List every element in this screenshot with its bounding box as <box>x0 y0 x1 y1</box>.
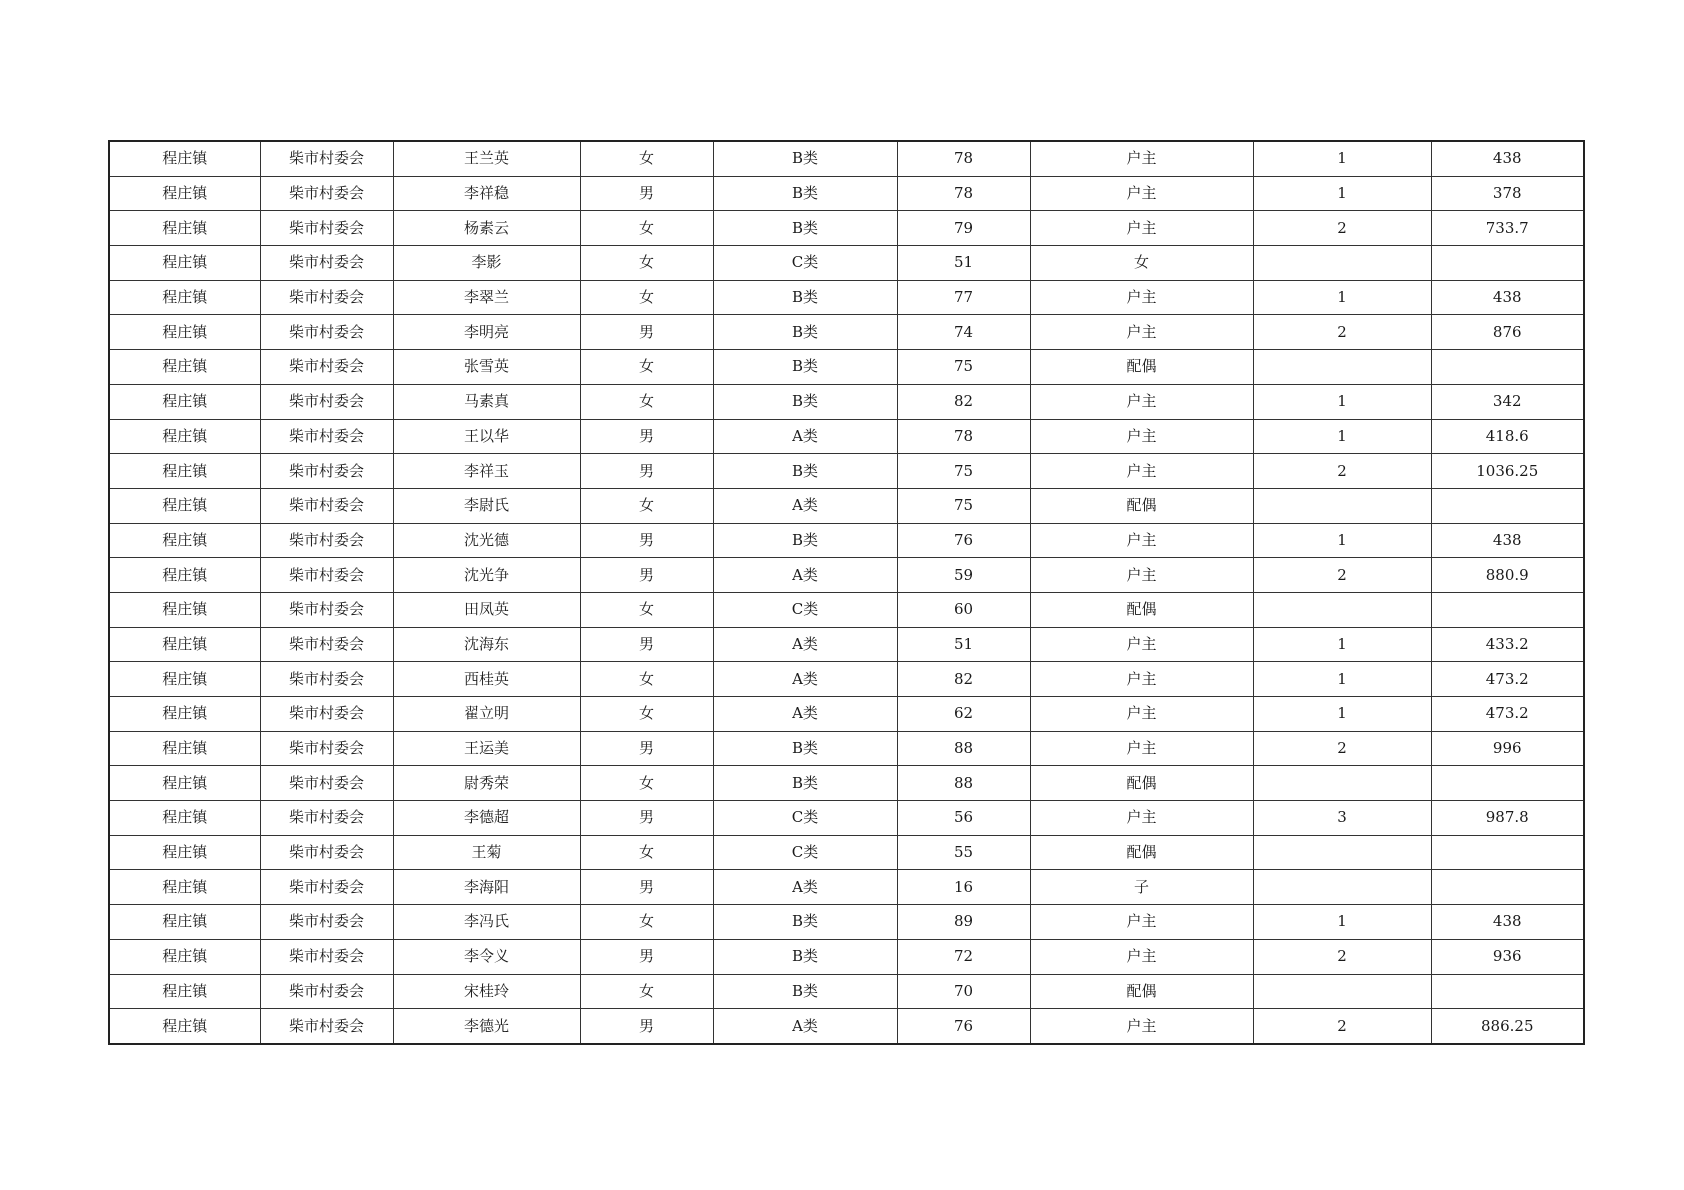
name-cell: 王运美 <box>393 731 580 766</box>
age-cell: 76 <box>897 1009 1030 1044</box>
amount-cell <box>1431 835 1584 870</box>
age-cell: 77 <box>897 280 1030 315</box>
name-cell: 李德光 <box>393 1009 580 1044</box>
town-cell: 程庄镇 <box>109 141 260 176</box>
household-size-cell <box>1253 835 1431 870</box>
town-cell: 程庄镇 <box>109 419 260 454</box>
amount-cell: 886.25 <box>1431 1009 1584 1044</box>
category-cell: B类 <box>713 939 897 974</box>
household-size-cell: 1 <box>1253 176 1431 211</box>
village-cell: 柴市村委会 <box>260 280 393 315</box>
name-cell: 张雪英 <box>393 350 580 385</box>
gender-cell: 男 <box>580 419 713 454</box>
gender-cell: 女 <box>580 974 713 1009</box>
relation-cell: 子 <box>1030 870 1253 905</box>
category-cell: B类 <box>713 211 897 246</box>
town-cell: 程庄镇 <box>109 315 260 350</box>
town-cell: 程庄镇 <box>109 558 260 593</box>
table-row <box>109 523 1584 558</box>
data-table <box>108 140 1585 1045</box>
gender-cell: 女 <box>580 697 713 732</box>
gender-cell: 男 <box>580 870 713 905</box>
age-cell: 82 <box>897 662 1030 697</box>
category-cell: A类 <box>713 419 897 454</box>
amount-cell: 987.8 <box>1431 801 1584 836</box>
village-cell: 柴市村委会 <box>260 905 393 940</box>
amount-cell: 438 <box>1431 523 1584 558</box>
town-cell: 程庄镇 <box>109 246 260 281</box>
category-cell: B类 <box>713 454 897 489</box>
relation-cell: 户主 <box>1030 419 1253 454</box>
village-cell: 柴市村委会 <box>260 801 393 836</box>
age-cell: 16 <box>897 870 1030 905</box>
gender-cell: 女 <box>580 280 713 315</box>
gender-cell: 女 <box>580 905 713 940</box>
household-size-cell: 1 <box>1253 627 1431 662</box>
relation-cell: 户主 <box>1030 662 1253 697</box>
table-row <box>109 731 1584 766</box>
relation-cell: 户主 <box>1030 939 1253 974</box>
gender-cell: 男 <box>580 627 713 662</box>
town-cell: 程庄镇 <box>109 939 260 974</box>
amount-cell: 433.2 <box>1431 627 1584 662</box>
table-row <box>109 627 1584 662</box>
amount-cell <box>1431 870 1584 905</box>
relation-cell: 户主 <box>1030 801 1253 836</box>
household-size-cell: 1 <box>1253 662 1431 697</box>
document-page <box>108 140 1583 1045</box>
amount-cell: 438 <box>1431 141 1584 176</box>
gender-cell: 女 <box>580 662 713 697</box>
name-cell: 李令义 <box>393 939 580 974</box>
village-cell: 柴市村委会 <box>260 141 393 176</box>
household-size-cell: 2 <box>1253 315 1431 350</box>
age-cell: 55 <box>897 835 1030 870</box>
village-cell: 柴市村委会 <box>260 974 393 1009</box>
table-row <box>109 315 1584 350</box>
name-cell: 王兰英 <box>393 141 580 176</box>
name-cell: 田凤英 <box>393 592 580 627</box>
age-cell: 60 <box>897 592 1030 627</box>
village-cell: 柴市村委会 <box>260 1009 393 1044</box>
age-cell: 78 <box>897 176 1030 211</box>
amount-cell: 438 <box>1431 280 1584 315</box>
amount-cell: 438 <box>1431 905 1584 940</box>
table-row <box>109 419 1584 454</box>
relation-cell: 配偶 <box>1030 835 1253 870</box>
relation-cell: 配偶 <box>1030 488 1253 523</box>
age-cell: 72 <box>897 939 1030 974</box>
table-row <box>109 384 1584 419</box>
village-cell: 柴市村委会 <box>260 350 393 385</box>
category-cell: C类 <box>713 246 897 281</box>
category-cell: B类 <box>713 766 897 801</box>
name-cell: 李祥玉 <box>393 454 580 489</box>
town-cell: 程庄镇 <box>109 627 260 662</box>
town-cell: 程庄镇 <box>109 488 260 523</box>
relation-cell: 户主 <box>1030 731 1253 766</box>
household-size-cell <box>1253 592 1431 627</box>
household-size-cell: 2 <box>1253 939 1431 974</box>
amount-cell: 1036.25 <box>1431 454 1584 489</box>
category-cell: B类 <box>713 384 897 419</box>
household-size-cell: 1 <box>1253 419 1431 454</box>
amount-cell <box>1431 974 1584 1009</box>
amount-cell <box>1431 246 1584 281</box>
town-cell: 程庄镇 <box>109 1009 260 1044</box>
village-cell: 柴市村委会 <box>260 488 393 523</box>
gender-cell: 女 <box>580 488 713 523</box>
name-cell: 翟立明 <box>393 697 580 732</box>
town-cell: 程庄镇 <box>109 350 260 385</box>
amount-cell: 418.6 <box>1431 419 1584 454</box>
household-size-cell: 1 <box>1253 697 1431 732</box>
name-cell: 宋桂玲 <box>393 974 580 1009</box>
age-cell: 51 <box>897 246 1030 281</box>
amount-cell <box>1431 592 1584 627</box>
town-cell: 程庄镇 <box>109 870 260 905</box>
gender-cell: 男 <box>580 1009 713 1044</box>
age-cell: 76 <box>897 523 1030 558</box>
gender-cell: 女 <box>580 766 713 801</box>
relation-cell: 户主 <box>1030 697 1253 732</box>
gender-cell: 男 <box>580 558 713 593</box>
household-size-cell <box>1253 766 1431 801</box>
village-cell: 柴市村委会 <box>260 384 393 419</box>
category-cell: B类 <box>713 523 897 558</box>
village-cell: 柴市村委会 <box>260 766 393 801</box>
village-cell: 柴市村委会 <box>260 523 393 558</box>
household-size-cell: 2 <box>1253 558 1431 593</box>
town-cell: 程庄镇 <box>109 280 260 315</box>
town-cell: 程庄镇 <box>109 592 260 627</box>
household-size-cell <box>1253 870 1431 905</box>
gender-cell: 女 <box>580 211 713 246</box>
relation-cell: 户主 <box>1030 523 1253 558</box>
category-cell: A类 <box>713 488 897 523</box>
category-cell: B类 <box>713 974 897 1009</box>
relation-cell: 户主 <box>1030 905 1253 940</box>
age-cell: 56 <box>897 801 1030 836</box>
household-size-cell: 2 <box>1253 731 1431 766</box>
town-cell: 程庄镇 <box>109 801 260 836</box>
town-cell: 程庄镇 <box>109 697 260 732</box>
household-size-cell: 1 <box>1253 384 1431 419</box>
table-row <box>109 662 1584 697</box>
relation-cell: 配偶 <box>1030 766 1253 801</box>
village-cell: 柴市村委会 <box>260 627 393 662</box>
relation-cell: 户主 <box>1030 558 1253 593</box>
gender-cell: 男 <box>580 176 713 211</box>
village-cell: 柴市村委会 <box>260 315 393 350</box>
table-row <box>109 350 1584 385</box>
name-cell: 王以华 <box>393 419 580 454</box>
household-size-cell: 2 <box>1253 1009 1431 1044</box>
town-cell: 程庄镇 <box>109 211 260 246</box>
gender-cell: 男 <box>580 523 713 558</box>
household-size-cell <box>1253 488 1431 523</box>
name-cell: 李海阳 <box>393 870 580 905</box>
relation-cell: 配偶 <box>1030 974 1253 1009</box>
category-cell: A类 <box>713 870 897 905</box>
amount-cell: 342 <box>1431 384 1584 419</box>
table-row <box>109 1009 1584 1044</box>
age-cell: 89 <box>897 905 1030 940</box>
relation-cell: 户主 <box>1030 315 1253 350</box>
category-cell: C类 <box>713 592 897 627</box>
age-cell: 74 <box>897 315 1030 350</box>
household-size-cell: 1 <box>1253 141 1431 176</box>
name-cell: 李冯氏 <box>393 905 580 940</box>
town-cell: 程庄镇 <box>109 384 260 419</box>
town-cell: 程庄镇 <box>109 176 260 211</box>
town-cell: 程庄镇 <box>109 766 260 801</box>
category-cell: B类 <box>713 280 897 315</box>
gender-cell: 女 <box>580 350 713 385</box>
name-cell: 李尉氏 <box>393 488 580 523</box>
town-cell: 程庄镇 <box>109 835 260 870</box>
household-size-cell: 2 <box>1253 211 1431 246</box>
table-row <box>109 558 1584 593</box>
amount-cell: 473.2 <box>1431 662 1584 697</box>
age-cell: 88 <box>897 731 1030 766</box>
table-row <box>109 835 1584 870</box>
category-cell: B类 <box>713 905 897 940</box>
name-cell: 沈光德 <box>393 523 580 558</box>
category-cell: B类 <box>713 350 897 385</box>
name-cell: 杨素云 <box>393 211 580 246</box>
table-row <box>109 141 1584 176</box>
table-row <box>109 974 1584 1009</box>
age-cell: 75 <box>897 488 1030 523</box>
table-row <box>109 488 1584 523</box>
table-row <box>109 592 1584 627</box>
relation-cell: 户主 <box>1030 384 1253 419</box>
town-cell: 程庄镇 <box>109 662 260 697</box>
name-cell: 李祥稳 <box>393 176 580 211</box>
household-size-cell <box>1253 974 1431 1009</box>
village-cell: 柴市村委会 <box>260 558 393 593</box>
gender-cell: 女 <box>580 592 713 627</box>
category-cell: A类 <box>713 1009 897 1044</box>
amount-cell: 996 <box>1431 731 1584 766</box>
gender-cell: 男 <box>580 801 713 836</box>
name-cell: 沈光争 <box>393 558 580 593</box>
gender-cell: 女 <box>580 384 713 419</box>
category-cell: B类 <box>713 731 897 766</box>
age-cell: 59 <box>897 558 1030 593</box>
village-cell: 柴市村委会 <box>260 731 393 766</box>
relation-cell: 女 <box>1030 246 1253 281</box>
category-cell: A类 <box>713 627 897 662</box>
town-cell: 程庄镇 <box>109 731 260 766</box>
village-cell: 柴市村委会 <box>260 246 393 281</box>
amount-cell: 473.2 <box>1431 697 1584 732</box>
amount-cell: 733.7 <box>1431 211 1584 246</box>
village-cell: 柴市村委会 <box>260 870 393 905</box>
town-cell: 程庄镇 <box>109 974 260 1009</box>
name-cell: 王菊 <box>393 835 580 870</box>
village-cell: 柴市村委会 <box>260 662 393 697</box>
table-row <box>109 870 1584 905</box>
town-cell: 程庄镇 <box>109 905 260 940</box>
relation-cell: 户主 <box>1030 1009 1253 1044</box>
table-row <box>109 905 1584 940</box>
table-row <box>109 176 1584 211</box>
relation-cell: 户主 <box>1030 211 1253 246</box>
table-row <box>109 280 1584 315</box>
age-cell: 62 <box>897 697 1030 732</box>
relation-cell: 配偶 <box>1030 350 1253 385</box>
category-cell: A类 <box>713 697 897 732</box>
village-cell: 柴市村委会 <box>260 939 393 974</box>
table-row <box>109 246 1584 281</box>
relation-cell: 户主 <box>1030 280 1253 315</box>
household-size-cell <box>1253 246 1431 281</box>
name-cell: 李翠兰 <box>393 280 580 315</box>
relation-cell: 户主 <box>1030 627 1253 662</box>
category-cell: A类 <box>713 662 897 697</box>
household-size-cell: 1 <box>1253 280 1431 315</box>
household-size-cell: 1 <box>1253 523 1431 558</box>
age-cell: 70 <box>897 974 1030 1009</box>
amount-cell: 378 <box>1431 176 1584 211</box>
table-row <box>109 211 1584 246</box>
name-cell: 李德超 <box>393 801 580 836</box>
category-cell: A类 <box>713 558 897 593</box>
age-cell: 51 <box>897 627 1030 662</box>
village-cell: 柴市村委会 <box>260 419 393 454</box>
relation-cell: 户主 <box>1030 454 1253 489</box>
category-cell: C类 <box>713 801 897 836</box>
amount-cell <box>1431 350 1584 385</box>
town-cell: 程庄镇 <box>109 523 260 558</box>
age-cell: 78 <box>897 141 1030 176</box>
table-row <box>109 454 1584 489</box>
village-cell: 柴市村委会 <box>260 592 393 627</box>
table-row <box>109 939 1584 974</box>
name-cell: 马素真 <box>393 384 580 419</box>
relation-cell: 户主 <box>1030 176 1253 211</box>
table-row <box>109 801 1584 836</box>
household-size-cell: 2 <box>1253 454 1431 489</box>
age-cell: 79 <box>897 211 1030 246</box>
household-size-cell: 1 <box>1253 905 1431 940</box>
household-size-cell: 3 <box>1253 801 1431 836</box>
village-cell: 柴市村委会 <box>260 176 393 211</box>
gender-cell: 男 <box>580 315 713 350</box>
age-cell: 88 <box>897 766 1030 801</box>
village-cell: 柴市村委会 <box>260 835 393 870</box>
village-cell: 柴市村委会 <box>260 454 393 489</box>
amount-cell <box>1431 488 1584 523</box>
gender-cell: 女 <box>580 246 713 281</box>
gender-cell: 女 <box>580 835 713 870</box>
age-cell: 78 <box>897 419 1030 454</box>
name-cell: 尉秀荣 <box>393 766 580 801</box>
category-cell: B类 <box>713 141 897 176</box>
name-cell: 李影 <box>393 246 580 281</box>
amount-cell: 880.9 <box>1431 558 1584 593</box>
category-cell: B类 <box>713 176 897 211</box>
category-cell: B类 <box>713 315 897 350</box>
table-row <box>109 766 1584 801</box>
household-size-cell <box>1253 350 1431 385</box>
table-body <box>109 141 1584 1044</box>
gender-cell: 女 <box>580 141 713 176</box>
name-cell: 李明亮 <box>393 315 580 350</box>
table-row <box>109 697 1584 732</box>
amount-cell: 876 <box>1431 315 1584 350</box>
gender-cell: 男 <box>580 731 713 766</box>
village-cell: 柴市村委会 <box>260 697 393 732</box>
amount-cell: 936 <box>1431 939 1584 974</box>
village-cell: 柴市村委会 <box>260 211 393 246</box>
age-cell: 75 <box>897 350 1030 385</box>
town-cell: 程庄镇 <box>109 454 260 489</box>
amount-cell <box>1431 766 1584 801</box>
age-cell: 75 <box>897 454 1030 489</box>
relation-cell: 配偶 <box>1030 592 1253 627</box>
relation-cell: 户主 <box>1030 141 1253 176</box>
category-cell: C类 <box>713 835 897 870</box>
name-cell: 沈海东 <box>393 627 580 662</box>
gender-cell: 男 <box>580 939 713 974</box>
gender-cell: 男 <box>580 454 713 489</box>
age-cell: 82 <box>897 384 1030 419</box>
name-cell: 西桂英 <box>393 662 580 697</box>
